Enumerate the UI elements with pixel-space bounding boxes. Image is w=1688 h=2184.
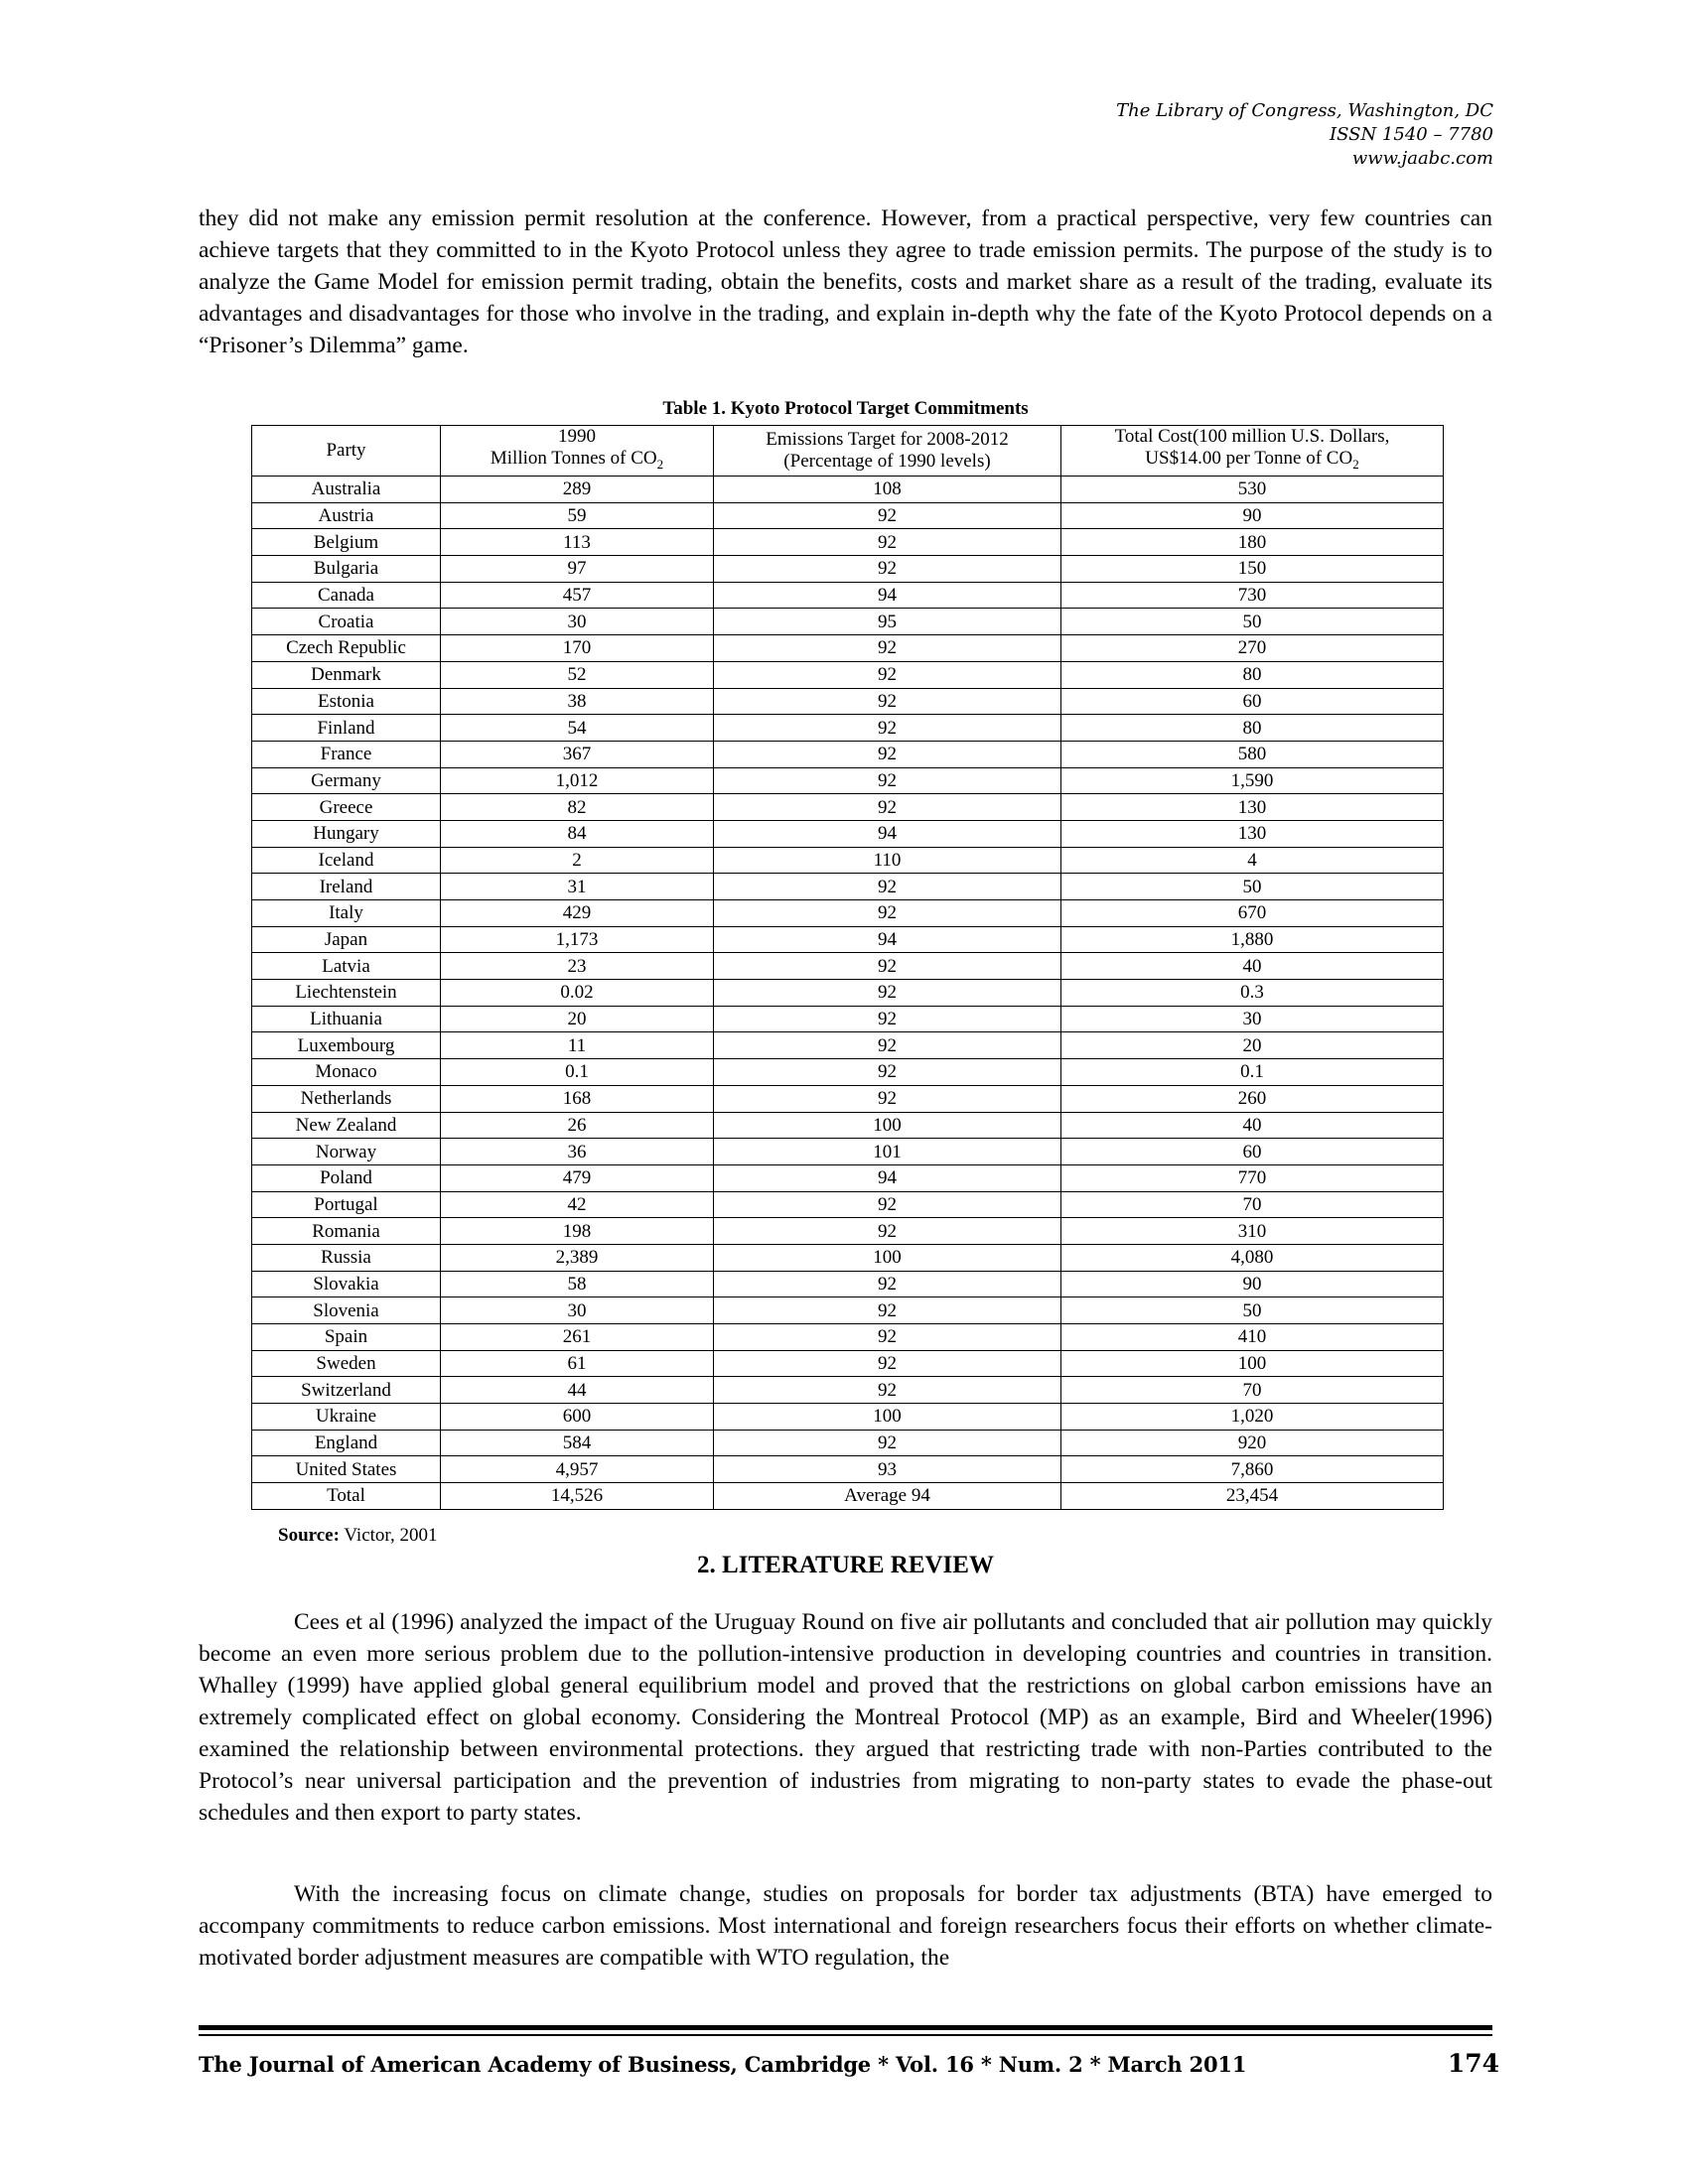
emissions-1990-cell: 2 [441, 847, 714, 874]
emissions-1990-cell: 58 [441, 1271, 714, 1297]
target-cell: 92 [714, 635, 1061, 662]
header-party: Party [252, 426, 441, 477]
emissions-1990-cell: 38 [441, 688, 714, 715]
party-cell: Switzerland [252, 1377, 441, 1404]
table-row [252, 1218, 1444, 1245]
header-1990-emissions: 1990 Million Tonnes of $CO_2$ [441, 426, 714, 477]
table-row [252, 900, 1444, 927]
party-cell: Germany [252, 767, 441, 794]
table-row [252, 1006, 1444, 1032]
cost-cell: 4,080 [1061, 1244, 1444, 1271]
cost-cell: 50 [1061, 874, 1444, 900]
cost-cell: 50 [1061, 609, 1444, 635]
table-row [252, 1164, 1444, 1191]
target-cell: 92 [714, 661, 1061, 688]
party-cell: Austria [252, 502, 441, 529]
party-cell: Australia [252, 477, 441, 503]
party-cell: France [252, 741, 441, 767]
emissions-1990-cell: 30 [441, 609, 714, 635]
party-cell: Poland [252, 1164, 441, 1191]
table-row [252, 502, 1444, 529]
cost-cell: 580 [1061, 741, 1444, 767]
party-cell: Netherlands [252, 1085, 441, 1112]
table-row [252, 1085, 1444, 1112]
emissions-1990-cell: 1,173 [441, 926, 714, 953]
table-row [252, 926, 1444, 953]
literature-paragraph-2: With the increasing focus on climate change, studies on proposals for border tax adjustments (BTA) have emerged to accompany commitments to reduce carbon emissions. Most international and foreign researchers focus their efforts on whether climate-motivated border adjustment measures are compatible with WTO regulation, the [199, 1881, 1492, 1971]
emissions-1990-cell: 367 [441, 741, 714, 767]
party-cell: Estonia [252, 688, 441, 715]
emissions-1990-cell: 36 [441, 1139, 714, 1165]
table-row [252, 688, 1444, 715]
cost-cell: 60 [1061, 1139, 1444, 1165]
target-cell: 100 [714, 1244, 1061, 1271]
table-row [252, 741, 1444, 767]
party-cell: Sweden [252, 1350, 441, 1377]
cost-cell: 130 [1061, 794, 1444, 821]
emissions-1990-cell: 26 [441, 1112, 714, 1139]
party-cell: Croatia [252, 609, 441, 635]
table-row [252, 477, 1444, 503]
cost-cell: 50 [1061, 1297, 1444, 1324]
target-cell: 92 [714, 980, 1061, 1007]
emissions-1990-cell: 44 [441, 1377, 714, 1404]
table-row [252, 1297, 1444, 1324]
target-cell: 92 [714, 1350, 1061, 1377]
emissions-1990-cell: 584 [441, 1430, 714, 1456]
emissions-1990-cell: 61 [441, 1350, 714, 1377]
cost-cell: 260 [1061, 1085, 1444, 1112]
cost-cell: 150 [1061, 556, 1444, 583]
party-cell: Denmark [252, 661, 441, 688]
emissions-1990-cell: 31 [441, 874, 714, 900]
target-cell: 100 [714, 1112, 1061, 1139]
cost-cell: 1,880 [1061, 926, 1444, 953]
target-cell: 92 [714, 1430, 1061, 1456]
party-cell: United States [252, 1456, 441, 1483]
target-cell: 92 [714, 502, 1061, 529]
emissions-1990-cell: 429 [441, 900, 714, 927]
table-row [252, 1377, 1444, 1404]
target-cell: 92 [714, 741, 1061, 767]
cost-cell: 80 [1061, 661, 1444, 688]
page-number: 174 [1447, 2049, 1499, 2078]
cost-cell: 130 [1061, 820, 1444, 847]
emissions-1990-cell: 59 [441, 502, 714, 529]
target-cell: 110 [714, 847, 1061, 874]
emissions-1990-cell: 600 [441, 1404, 714, 1431]
party-cell: New Zealand [252, 1112, 441, 1139]
target-cell: 92 [714, 767, 1061, 794]
target-cell: 92 [714, 1271, 1061, 1297]
emissions-1990-cell: 20 [441, 1006, 714, 1032]
literature-paragraph-1: Cees et al (1996) analyzed the impact of the Uruguay Round on five air pollutants and concluded that air pollution may quickly become an even more serious problem due to the pollution-intensive production in developing countries and countries in transition. Whalley (1999) have applied global general equilibrium model and proved that the restrictions on global carbon emissions have an extremely complicated effect on global economy. Considering the Montreal Protocol (MP) as an example, Bird and Wheeler(1996) examined the relationship between environmental protections. they argued that restricting trade with non-Parties contributed to the Protocol’s near universal participation and the prevention of industries from migrating to non-party states to evade the phase-out schedules and then export to party states. [199, 1609, 1492, 1826]
cost-cell: 30 [1061, 1006, 1444, 1032]
party-cell: Lithuania [252, 1006, 441, 1032]
table-row [252, 1139, 1444, 1165]
emissions-1990-cell: 2,389 [441, 1244, 714, 1271]
cost-cell: 0.1 [1061, 1059, 1444, 1086]
table-row [252, 1430, 1444, 1456]
target-cell: 92 [714, 556, 1061, 583]
target-cell: 92 [714, 688, 1061, 715]
emissions-1990-cell: 0.02 [441, 980, 714, 1007]
target-cell: 92 [714, 1324, 1061, 1351]
table-row [252, 1244, 1444, 1271]
cost-cell: 70 [1061, 1377, 1444, 1404]
header-emissions-target: Emissions Target for 2008-2012 (Percentage of 1990 levels) [714, 426, 1061, 477]
party-cell: Slovenia [252, 1297, 441, 1324]
emissions-1990-cell: 14,526 [441, 1483, 714, 1510]
table-source [278, 1524, 437, 1548]
target-cell: 93 [714, 1456, 1061, 1483]
header-library: The Library of Congress, Washington, DC [1116, 100, 1493, 121]
emissions-1990-cell: 11 [441, 1032, 714, 1059]
table-row [252, 1112, 1444, 1139]
footer-rule-thin [199, 2034, 1492, 2036]
party-cell: Japan [252, 926, 441, 953]
emissions-1990-cell: 54 [441, 715, 714, 742]
target-cell: 92 [714, 1085, 1061, 1112]
cost-cell: 7,860 [1061, 1456, 1444, 1483]
party-cell: Finland [252, 715, 441, 742]
target-cell: 92 [714, 953, 1061, 980]
emissions-1990-cell: 42 [441, 1191, 714, 1218]
target-cell: 92 [714, 1191, 1061, 1218]
party-cell: Belgium [252, 529, 441, 556]
table-row [252, 609, 1444, 635]
cost-cell: 310 [1061, 1218, 1444, 1245]
footer-rule-thick [199, 2025, 1492, 2030]
table-row [252, 1350, 1444, 1377]
emissions-1990-cell: 82 [441, 794, 714, 821]
party-cell: Romania [252, 1218, 441, 1245]
party-cell: England [252, 1430, 441, 1456]
cost-cell: 20 [1061, 1032, 1444, 1059]
target-cell: Average 94 [714, 1483, 1061, 1510]
party-cell: Norway [252, 1139, 441, 1165]
party-cell: Spain [252, 1324, 441, 1351]
target-cell: 108 [714, 477, 1061, 503]
table-row [252, 556, 1444, 583]
party-cell: Hungary [252, 820, 441, 847]
cost-cell: 60 [1061, 688, 1444, 715]
target-cell: 92 [714, 900, 1061, 927]
target-cell: 92 [714, 529, 1061, 556]
cost-cell: 180 [1061, 529, 1444, 556]
cost-cell: 770 [1061, 1164, 1444, 1191]
cost-cell: 530 [1061, 477, 1444, 503]
emissions-1990-cell: 168 [441, 1085, 714, 1112]
table-row [252, 715, 1444, 742]
cost-cell: 270 [1061, 635, 1444, 662]
emissions-1990-cell: 23 [441, 953, 714, 980]
target-cell: 92 [714, 1218, 1061, 1245]
cost-cell: 80 [1061, 715, 1444, 742]
party-cell: Latvia [252, 953, 441, 980]
emissions-1990-cell: 457 [441, 582, 714, 609]
party-cell: Russia [252, 1244, 441, 1271]
party-cell: Czech Republic [252, 635, 441, 662]
target-cell: 94 [714, 926, 1061, 953]
table-row [252, 1456, 1444, 1483]
cost-cell: 410 [1061, 1324, 1444, 1351]
table-row [252, 820, 1444, 847]
section-heading: 2. LITERATURE REVIEW [697, 1552, 994, 1578]
table-row [252, 794, 1444, 821]
table-row [252, 1032, 1444, 1059]
target-cell: 94 [714, 820, 1061, 847]
table-row [252, 953, 1444, 980]
emissions-1990-cell: 4,957 [441, 1456, 714, 1483]
party-cell: Ireland [252, 874, 441, 900]
cost-cell: 23,454 [1061, 1483, 1444, 1510]
party-cell: Italy [252, 900, 441, 927]
table-row [252, 1271, 1444, 1297]
table-row [252, 1324, 1444, 1351]
target-cell: 92 [714, 1006, 1061, 1032]
table-row [252, 1404, 1444, 1431]
header-issn: ISSN 1540 – 7780 [1330, 124, 1493, 145]
target-cell: 92 [714, 1032, 1061, 1059]
target-cell: 92 [714, 874, 1061, 900]
emissions-1990-cell: 30 [441, 1297, 714, 1324]
cost-cell: 730 [1061, 582, 1444, 609]
target-cell: 92 [714, 1377, 1061, 1404]
target-cell: 92 [714, 1297, 1061, 1324]
table-row [252, 1191, 1444, 1218]
kyoto-targets-table [251, 425, 1444, 1510]
table-body [252, 477, 1444, 1510]
table-row [252, 582, 1444, 609]
cost-cell: 670 [1061, 900, 1444, 927]
cost-cell: 920 [1061, 1430, 1444, 1456]
party-cell: Iceland [252, 847, 441, 874]
emissions-1990-cell: 479 [441, 1164, 714, 1191]
table-row [252, 1483, 1444, 1510]
emissions-1990-cell: 0.1 [441, 1059, 714, 1086]
target-cell: 101 [714, 1139, 1061, 1165]
cost-cell: 40 [1061, 953, 1444, 980]
source-label: Source: [278, 1525, 340, 1546]
cost-cell: 4 [1061, 847, 1444, 874]
table-row [252, 635, 1444, 662]
target-cell: 100 [714, 1404, 1061, 1431]
emissions-1990-cell: 198 [441, 1218, 714, 1245]
target-cell: 92 [714, 794, 1061, 821]
cost-cell: 100 [1061, 1350, 1444, 1377]
party-cell: Luxembourg [252, 1032, 441, 1059]
header-website: www.jaabc.com [1351, 148, 1493, 169]
emissions-1990-cell: 289 [441, 477, 714, 503]
target-cell: 95 [714, 609, 1061, 635]
target-cell: 92 [714, 715, 1061, 742]
cost-cell: 0.3 [1061, 980, 1444, 1007]
table-row [252, 1059, 1444, 1086]
table-row [252, 980, 1444, 1007]
cost-cell: 40 [1061, 1112, 1444, 1139]
party-cell: Liechtenstein [252, 980, 441, 1007]
party-cell: Greece [252, 794, 441, 821]
target-cell: 92 [714, 1059, 1061, 1086]
emissions-1990-cell: 113 [441, 529, 714, 556]
party-cell: Total [252, 1483, 441, 1510]
cost-cell: 90 [1061, 1271, 1444, 1297]
emissions-1990-cell: 97 [441, 556, 714, 583]
source-text: Victor, 2001 [339, 1525, 438, 1546]
emissions-1990-cell: 84 [441, 820, 714, 847]
party-cell: Bulgaria [252, 556, 441, 583]
table-caption: Table 1. Kyoto Protocol Target Commitments [662, 398, 1029, 419]
cost-cell: 90 [1061, 502, 1444, 529]
table-row [252, 874, 1444, 900]
party-cell: Slovakia [252, 1271, 441, 1297]
cost-cell: 70 [1061, 1191, 1444, 1218]
table-header-row [252, 426, 1444, 477]
emissions-1990-cell: 52 [441, 661, 714, 688]
table-row [252, 529, 1444, 556]
table-row [252, 661, 1444, 688]
target-cell: 94 [714, 1164, 1061, 1191]
header-total-cost: Total Cost(100 million U.S. Dollars, US$14.00 per Tonne of $CO_2$ [1061, 426, 1444, 477]
running-header [898, 99, 1493, 171]
emissions-1990-cell: 1,012 [441, 767, 714, 794]
target-cell: 94 [714, 582, 1061, 609]
journal-footer: The Journal of American Academy of Business, Cambridge * Vol. 16 * Num. 2 * March 2011 [199, 2052, 1247, 2077]
emissions-1990-cell: 261 [441, 1324, 714, 1351]
party-cell: Ukraine [252, 1404, 441, 1431]
table-row [252, 847, 1444, 874]
party-cell: Portugal [252, 1191, 441, 1218]
table-row [252, 767, 1444, 794]
intro-paragraph: they did not make any emission permit resolution at the conference. However, from a practical perspective, very few countries can achieve targets that they committed to in the Kyoto Protocol unless they agree to trade emission permits. The purpose of the study is to analyze the Game Model for emission permit trading, obtain the benefits, costs and market share as a result of the trading, evaluate its advantages and disadvantages for those who involve in the trading, and explain in-depth why the fate of the Kyoto Protocol depends on a “Prisoner’s Dilemma” game. [199, 205, 1492, 358]
party-cell: Monaco [252, 1059, 441, 1086]
cost-cell: 1,020 [1061, 1404, 1444, 1431]
cost-cell: 1,590 [1061, 767, 1444, 794]
emissions-1990-cell: 170 [441, 635, 714, 662]
party-cell: Canada [252, 582, 441, 609]
